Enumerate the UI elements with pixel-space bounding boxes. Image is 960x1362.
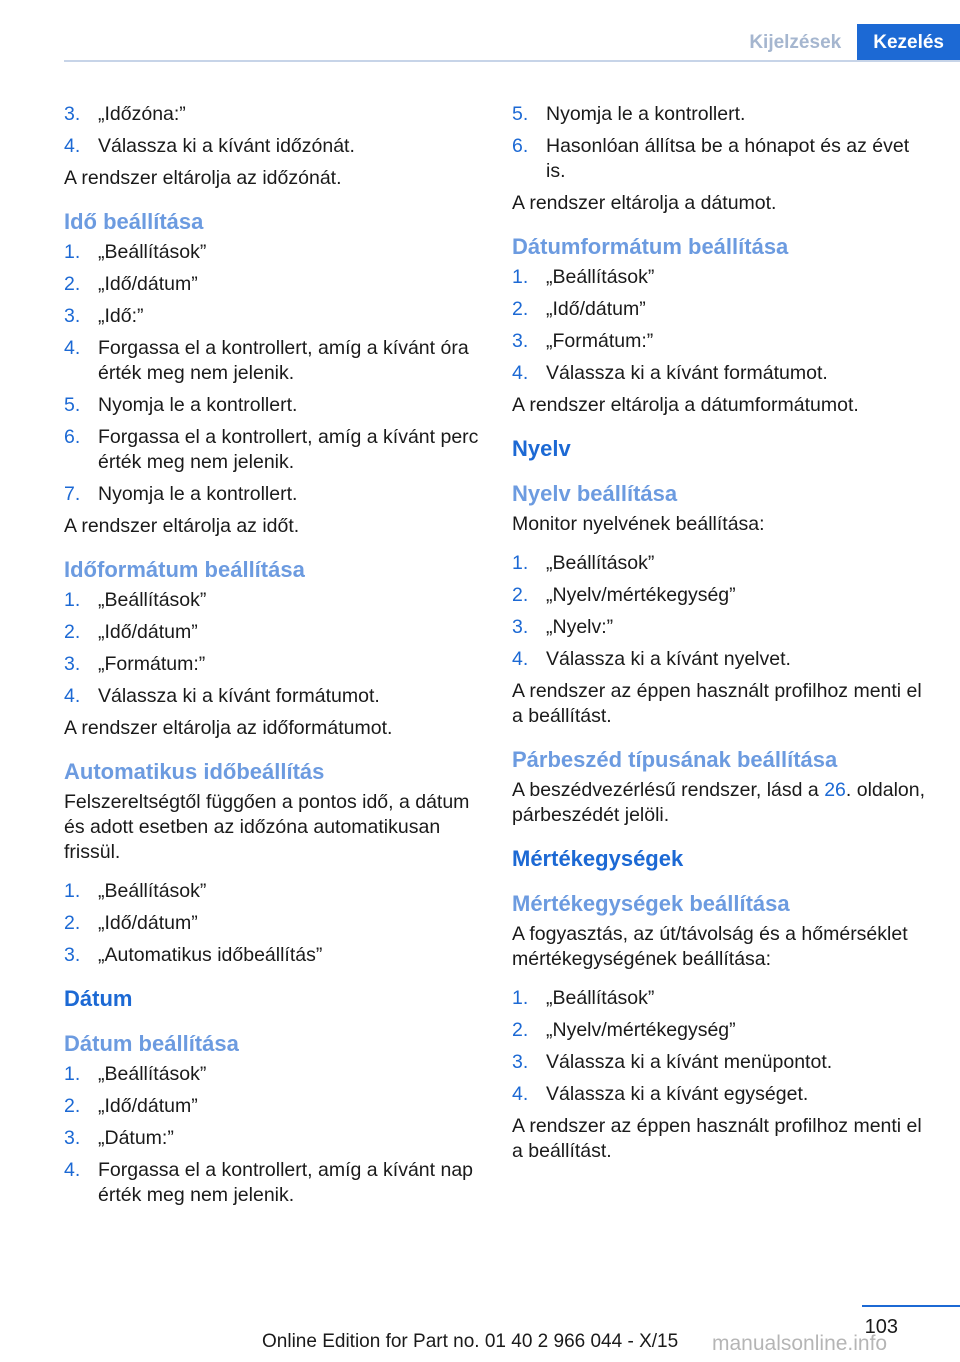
list-item-text: Válassza ki a kívánt menüpontot. [546, 1051, 833, 1073]
list-item [64, 1094, 484, 1119]
list-item-number: 3. [512, 616, 529, 638]
list-item-number: 1. [64, 241, 81, 263]
list-item-number: 1. [512, 552, 529, 574]
list-item-text: Válassza ki a kívánt nyelvet. [546, 648, 791, 670]
list-item-number: 3. [64, 944, 81, 966]
paragraph-timezone-saved: A rendszer eltárolja az időzónát. [64, 167, 342, 189]
list-item-number: 4. [512, 362, 529, 384]
list-item-number: 4. [64, 337, 81, 359]
list-item-number: 1. [512, 266, 529, 288]
list-item [64, 393, 484, 418]
list-item [64, 652, 484, 677]
list-language-steps [512, 551, 932, 672]
list-item [64, 1062, 484, 1087]
list-item-number: 1. [64, 589, 81, 611]
list-item [64, 588, 484, 613]
list-item [512, 265, 932, 290]
list-item-text: Válassza ki a kívánt formátumot. [546, 362, 828, 384]
list-item-number: 2. [64, 1095, 81, 1117]
list-item [64, 684, 484, 709]
list-date-format-steps [512, 265, 932, 386]
list-item-text: „Nyelv:” [546, 616, 614, 638]
list-item-text: „Formátum:” [98, 653, 206, 675]
list-item [64, 272, 484, 297]
watermark: manualsonline.info [712, 1332, 888, 1355]
list-item-number: 3. [512, 1051, 529, 1073]
list-item [512, 583, 932, 608]
list-item-text: „Beállítások” [98, 241, 207, 263]
list-units-steps [512, 986, 932, 1107]
heading-time-format: Időformátum beállítása [64, 557, 305, 582]
footer-rule [862, 1305, 960, 1307]
list-auto-time-steps [64, 879, 484, 968]
paragraph-language-intro: Monitor nyelvének beállítása: [512, 513, 765, 535]
paragraph-time-saved: A rendszer eltárolja az időt. [64, 515, 300, 537]
list-item-text: „Beállítások” [546, 266, 655, 288]
list-item-number: 4. [64, 1159, 81, 1181]
list-item [512, 551, 932, 576]
list-item [64, 240, 484, 265]
header-tabs [733, 24, 960, 62]
list-item-number: 3. [64, 305, 81, 327]
page-link-26[interactable]: 26 [824, 779, 846, 801]
list-item-text: Forgassa el a kontrollert, amíg a kívánt óra érték meg nem jelenik. [98, 337, 469, 384]
list-item-text: „Időzóna:” [98, 103, 186, 125]
list-item [512, 102, 932, 127]
list-item-text: „Idő/dátum” [98, 621, 198, 643]
list-item-number: 5. [64, 394, 81, 416]
left-column [64, 102, 484, 1215]
list-time-format-steps [64, 588, 484, 709]
dialog-text-post: . oldalon, párbeszédét jelöli. [512, 779, 926, 826]
list-item-text: „Idő/dátum” [98, 273, 198, 295]
list-item-text: „Formátum:” [546, 330, 654, 352]
heading-date-setting: Dátum beállítása [64, 1031, 239, 1056]
list-item-number: 1. [64, 880, 81, 902]
list-item-text: „Idő:” [98, 305, 144, 327]
page-number: 103 [864, 1316, 898, 1338]
paragraph-units-intro: A fogyasztás, az út/távolság és a hőmérséklet mértékegységének beállítása: [512, 923, 908, 970]
list-item-text: „Nyelv/mértékegység” [546, 1019, 736, 1041]
list-date-steps [64, 1062, 484, 1208]
paragraph-time-format-saved: A rendszer eltárolja az időformátumot. [64, 717, 393, 739]
list-item-text: Hasonlóan állítsa be a hónapot és az évet is. [546, 135, 910, 182]
right-column [512, 102, 932, 1171]
list-timezone-steps [64, 102, 484, 159]
list-item-text: „Beállítások” [98, 1063, 207, 1085]
list-item [512, 361, 932, 386]
list-item [512, 297, 932, 322]
heading-date-format: Dátumformátum beállítása [512, 234, 789, 259]
list-item-text: „Beállítások” [546, 987, 655, 1009]
list-item-number: 7. [64, 483, 81, 505]
list-item [64, 336, 484, 386]
paragraph-language-saved: A rendszer az éppen használt profilhoz menti el a beállítást. [512, 680, 922, 727]
list-item-number: 1. [64, 1063, 81, 1085]
list-item-text: „Nyelv/mértékegység” [546, 584, 736, 606]
list-item-number: 3. [64, 103, 81, 125]
paragraph-auto-time: Felszereltségtől függően a pontos idő, a dátum és adott esetben az időzóna automatikusan frissül. [64, 791, 470, 863]
list-item-text: „Beállítások” [546, 552, 655, 574]
list-item-number: 2. [512, 584, 529, 606]
heading-units-setting: Mértékegységek beállítása [512, 891, 790, 916]
list-item [512, 615, 932, 640]
list-date-steps-cont [512, 102, 932, 184]
list-item-number: 4. [64, 685, 81, 707]
list-item-number: 2. [64, 621, 81, 643]
heading-language-setting: Nyelv beállítása [512, 481, 678, 506]
list-item [64, 134, 484, 159]
list-item-text: Válassza ki a kívánt formátumot. [98, 685, 380, 707]
heading-dialog-type: Párbeszéd típusának beállítása [512, 747, 838, 772]
list-item-text: Forgassa el a kontrollert, amíg a kívánt perc érték meg nem jelenik. [98, 426, 479, 473]
paragraph-date-format-saved: A rendszer eltárolja a dátumformátumot. [512, 394, 859, 416]
list-item [512, 1082, 932, 1107]
list-item-number: 6. [64, 426, 81, 448]
list-item [512, 1018, 932, 1043]
list-item-number: 6. [512, 135, 529, 157]
list-item-number: 1. [512, 987, 529, 1009]
list-item-text: „Dátum:” [98, 1127, 174, 1149]
list-item [512, 647, 932, 672]
edition-text: Online Edition for Part no. 01 40 2 966 044 - X/15 [262, 1331, 679, 1352]
list-item-number: 3. [512, 330, 529, 352]
paragraph-units-saved: A rendszer az éppen használt profilhoz menti el a beállítást. [512, 1115, 922, 1162]
list-item-number: 3. [64, 1127, 81, 1149]
tab-kijelzesek[interactable]: Kijelzések [733, 24, 857, 61]
list-item-text: „Beállítások” [98, 880, 207, 902]
heading-units: Mértékegységek [512, 846, 684, 871]
list-item-number: 5. [512, 103, 529, 125]
list-item-text: Nyomja le a kontrollert. [98, 394, 298, 416]
list-item-text: Válassza ki a kívánt egységet. [546, 1083, 809, 1105]
list-item-text: „Automatikus időbeállítás” [98, 944, 323, 966]
list-item [64, 482, 484, 507]
list-item-number: 2. [512, 1019, 529, 1041]
list-item [64, 879, 484, 904]
list-item-number: 3. [64, 653, 81, 675]
list-item-text: „Idő/dátum” [98, 1095, 198, 1117]
list-item-text: Nyomja le a kontrollert. [98, 483, 298, 505]
list-item-number: 4. [512, 648, 529, 670]
list-item [64, 304, 484, 329]
list-time-steps [64, 240, 484, 507]
list-item-number: 2. [64, 273, 81, 295]
heading-time-setting: Idő beállítása [64, 209, 204, 234]
list-item-text: Forgassa el a kontrollert, amíg a kívánt nap érték meg nem jelenik. [98, 1159, 474, 1206]
tab-kezeles[interactable]: Kezelés [857, 24, 960, 61]
list-item-number: 4. [64, 135, 81, 157]
list-item [64, 1158, 484, 1208]
list-item [512, 986, 932, 1011]
list-item [512, 329, 932, 354]
list-item [512, 1050, 932, 1075]
dialog-text-pre: A beszédvezérlésű rendszer, lásd a [512, 779, 825, 801]
list-item [512, 134, 932, 184]
list-item-text: Nyomja le a kontrollert. [546, 103, 746, 125]
list-item-text: „Idő/dátum” [98, 912, 198, 934]
heading-language: Nyelv [512, 436, 571, 461]
heading-auto-time: Automatikus időbeállítás [64, 759, 325, 784]
list-item [64, 1126, 484, 1151]
list-item [64, 425, 484, 475]
list-item-text: „Beállítások” [98, 589, 207, 611]
list-item-number: 2. [64, 912, 81, 934]
paragraph-dialog-type [512, 778, 932, 828]
list-item [64, 620, 484, 645]
header-rule [64, 60, 960, 62]
list-item-text: Válassza ki a kívánt időzónát. [98, 135, 355, 157]
list-item [64, 911, 484, 936]
list-item-number: 2. [512, 298, 529, 320]
list-item [64, 943, 484, 968]
list-item [64, 102, 484, 127]
heading-date: Dátum [64, 986, 133, 1011]
list-item-text: „Idő/dátum” [546, 298, 646, 320]
paragraph-date-saved: A rendszer eltárolja a dátumot. [512, 192, 777, 214]
list-item-number: 4. [512, 1083, 529, 1105]
